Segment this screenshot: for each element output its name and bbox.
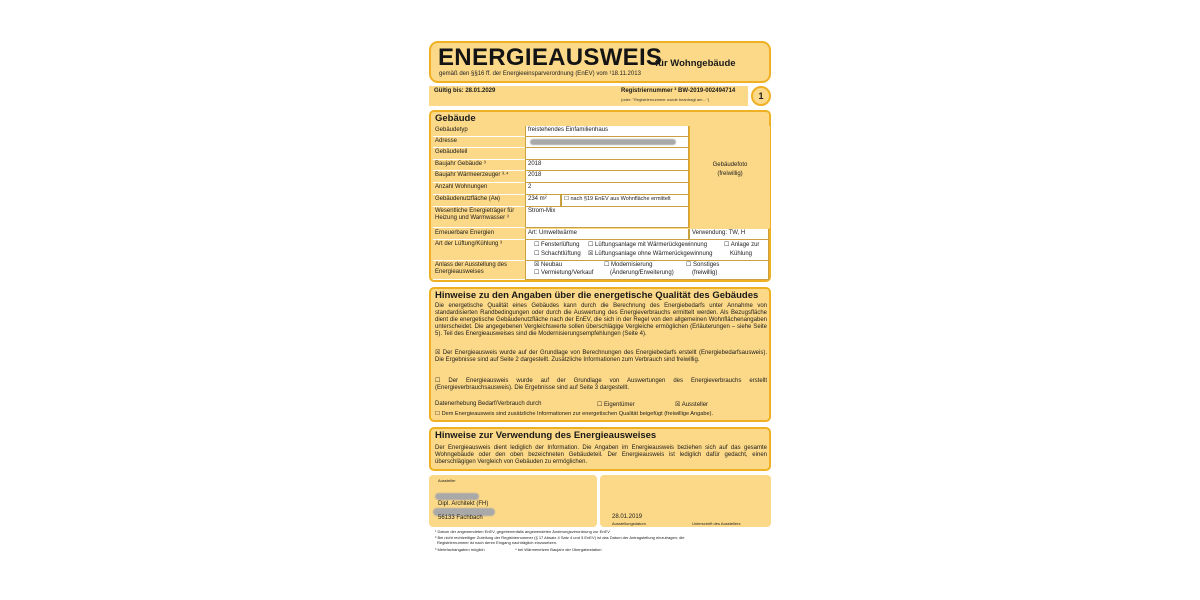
usage-notes-text: Der Energieausweis dient lediglich der Information. Die Angaben im Energieausweis beziehen sich auf das gesamte Wohngebäude oder den oben bezeichneten Gebäudeteil. Der Energieausweis ist lediglich dafür gedacht, einen überschlägigen Vergleich von Gebäuden zu ermöglichen. — [435, 445, 767, 465]
issue-date-label: Ausstellungsdatum — [612, 521, 646, 526]
energy-carrier-value: Strom-Mix — [525, 207, 689, 228]
energy-carrier-label: Wesentliche Energieträger für Heizung und Warmwasser ³ — [433, 207, 525, 228]
building-photo-placeholder — [689, 126, 770, 228]
issuer-box — [429, 475, 597, 527]
footnote: Registriernummer ist nach deren Eingang nachträglich einzusetzen. — [437, 540, 558, 545]
area-option-checkbox: ☐ nach §19 EnEV aus Wohnfläche ermittelt — [561, 195, 689, 207]
footnote: ⁴ bei Wärmenetzen Baujahr der Übergabestation — [515, 547, 602, 552]
validity-strip — [429, 86, 748, 106]
ventilation-label: Art der Lüftung/Kühlung ³ — [433, 240, 525, 261]
row-value: freistehendes Einfamilienhaus — [525, 126, 689, 137]
survey-owner-checkbox: ☐ Eigentümer — [597, 402, 635, 408]
row-value — [525, 148, 689, 160]
row-value: 2 — [525, 183, 689, 195]
ventilation-option: ☒ Lüftungsanlage ohne Wärmerückgewinnung — [588, 251, 713, 257]
row-label: Gebäudetyp — [433, 126, 525, 137]
redacted-address — [530, 139, 676, 145]
ventilation-option: ☐ Lüftungsanlage mit Wärmerückgewinnung — [588, 242, 708, 248]
building-section — [429, 110, 771, 282]
document-subtitle: gemäß den §§16 ff. der Energieeinsparverordnung (EnEV) vom ¹18.11.2013 — [439, 71, 641, 77]
document-title-suffix: für Wohngebäude — [655, 58, 736, 69]
footnote: ¹ Datum der angewendeten EnEV, gegebenenfalls angewendeten Änderungsverordnung zur EnEV — [435, 529, 610, 534]
document-header — [429, 41, 771, 83]
renewable-label: Erneuerbare Energien — [433, 229, 525, 240]
extra-info-checkbox: ☐ Dem Energieausweis sind zusätzliche Informationen zur energetischen Qualität beigefügt (freiwillige Angabe). — [435, 411, 714, 417]
reason-option: (Änderung/Erweiterung) — [610, 270, 674, 276]
issue-date: 28.01.2019 — [612, 514, 643, 520]
redacted-issuer-name — [435, 493, 479, 500]
row-label: Gebäudeteil — [433, 148, 525, 160]
renewable-type: Art: Umweltwärme — [525, 229, 689, 240]
issuer-city: 56133 Fachbach — [438, 515, 483, 521]
address-value — [525, 137, 689, 148]
notes-paragraph: Die energetische Qualität eines Gebäudes kann durch die Berechnung des Energiebedarfs unter Annahme von standardisierten Randbedingungen oder durch die Auswertung des Energieverbrauchs ermittelt werden. Als Bezugsfläche dient die energetische Gebäudenutzfläche nach der EnEV, die sich in der Regel von den allgemeinen Wohnflächenangaben unterscheidet. Die angegebenen Vergleichswerte sollen überschlägige Vergleiche ermöglichen (Erläuterungen – siehe Seite 5). Teil des Energieausweises sind die Modernisierungsempfehlungen (Seite 4). — [435, 303, 767, 337]
valid-until: Gültig bis: 28.01.2029 — [434, 88, 496, 94]
footnote: ³ Mehrfachangaben möglich — [435, 547, 485, 552]
notes-checkbox-consumption: ☐ Der Energieausweis wurde auf der Grundlage von Auswertungen des Energieverbrauchs erstellt (Energieverbrauchsausweis). Die Ergebnisse sind auf Seite 3 dargestellt. — [435, 378, 767, 391]
issuer-title: Dipl. Architekt (FH) — [438, 501, 489, 507]
reason-label: Anlass der Ausstellung des Energieausweises — [433, 261, 525, 280]
row-label: Gebäudenutzfläche (Aɴ) — [433, 195, 525, 207]
page-number-badge: 1 — [751, 86, 771, 106]
footnotes — [435, 529, 771, 557]
reason-option: (freiwillig) — [692, 270, 718, 276]
reason-option: ☒ Neubau — [534, 262, 563, 268]
quality-notes-title: Hinweise zu den Angaben über die energetische Qualität des Gebäudes — [435, 290, 759, 301]
photo-sub-label: (freiwillig) — [717, 171, 743, 177]
registration-number: Registriernummer ² BW-2019-002494714 — [621, 88, 736, 94]
photo-label: Gebäudefoto — [712, 162, 748, 168]
ventilation-option: Kühlung — [730, 251, 753, 257]
reason-option: ☐ Sonstiges — [686, 262, 720, 268]
reason-options — [525, 261, 769, 280]
date-signature-box — [600, 475, 771, 527]
renewable-use: Verwendung: TW, H — [689, 229, 769, 240]
row-label: Baujahr Wärmeerzeuger ³·⁴ — [433, 171, 525, 183]
footnote: ² Bei nicht rechtzeitiger Zuteilung der Registriernummer (§ 17 Absatz 4 Satz 4 und 5 EnEV) ist das Datum der Antragstellung einzutragen; die — [435, 535, 685, 540]
row-label: Adresse — [433, 137, 525, 148]
ventilation-option: ☐ Anlage zur — [724, 242, 760, 248]
usage-notes-title: Hinweise zur Verwendung des Energieausweises — [435, 430, 657, 441]
document-title: ENERGIEAUSWEIS — [438, 44, 663, 71]
issuer-label: Aussteller — [438, 478, 456, 483]
usage-notes-section — [429, 427, 771, 471]
ventilation-option: ☐ Schachtlüftung — [534, 251, 581, 257]
row-value: 2018 — [525, 171, 689, 183]
row-label: Anzahl Wohnungen — [433, 183, 525, 195]
building-section-title: Gebäude — [435, 113, 476, 124]
reason-option: ☐ Vermietung/Verkauf — [534, 270, 594, 276]
notes-checkbox-demand: ☒ Der Energieausweis wurde auf der Grundlage von Berechnungen des Energiebedarfs erstellt (Energiebedarfsausweis). Die Ergebnisse sind auf Seite 2 dargestellt. Zusätzliche Informationen zum Verbrauch sind freiwillig. — [435, 350, 767, 363]
reason-option: ☐ Modernisierung — [604, 262, 653, 268]
row-value: 2018 — [525, 160, 689, 171]
survey-issuer-checkbox: ☒ Aussteller — [675, 402, 709, 408]
row-value: 234 m² — [525, 195, 561, 207]
signature-label: Unterschrift des Ausstellers — [692, 521, 741, 526]
quality-notes-section — [429, 287, 771, 422]
survey-label: Datenerhebung Bedarf/Verbrauch durch — [435, 401, 542, 407]
row-label: Baujahr Gebäude ³ — [433, 160, 525, 171]
ventilation-options — [525, 240, 769, 261]
ventilation-option: ☐ Fensterlüftung — [534, 242, 580, 248]
registration-note: (oder: "Registriernummer wurde beantragt am…") — [621, 97, 710, 102]
